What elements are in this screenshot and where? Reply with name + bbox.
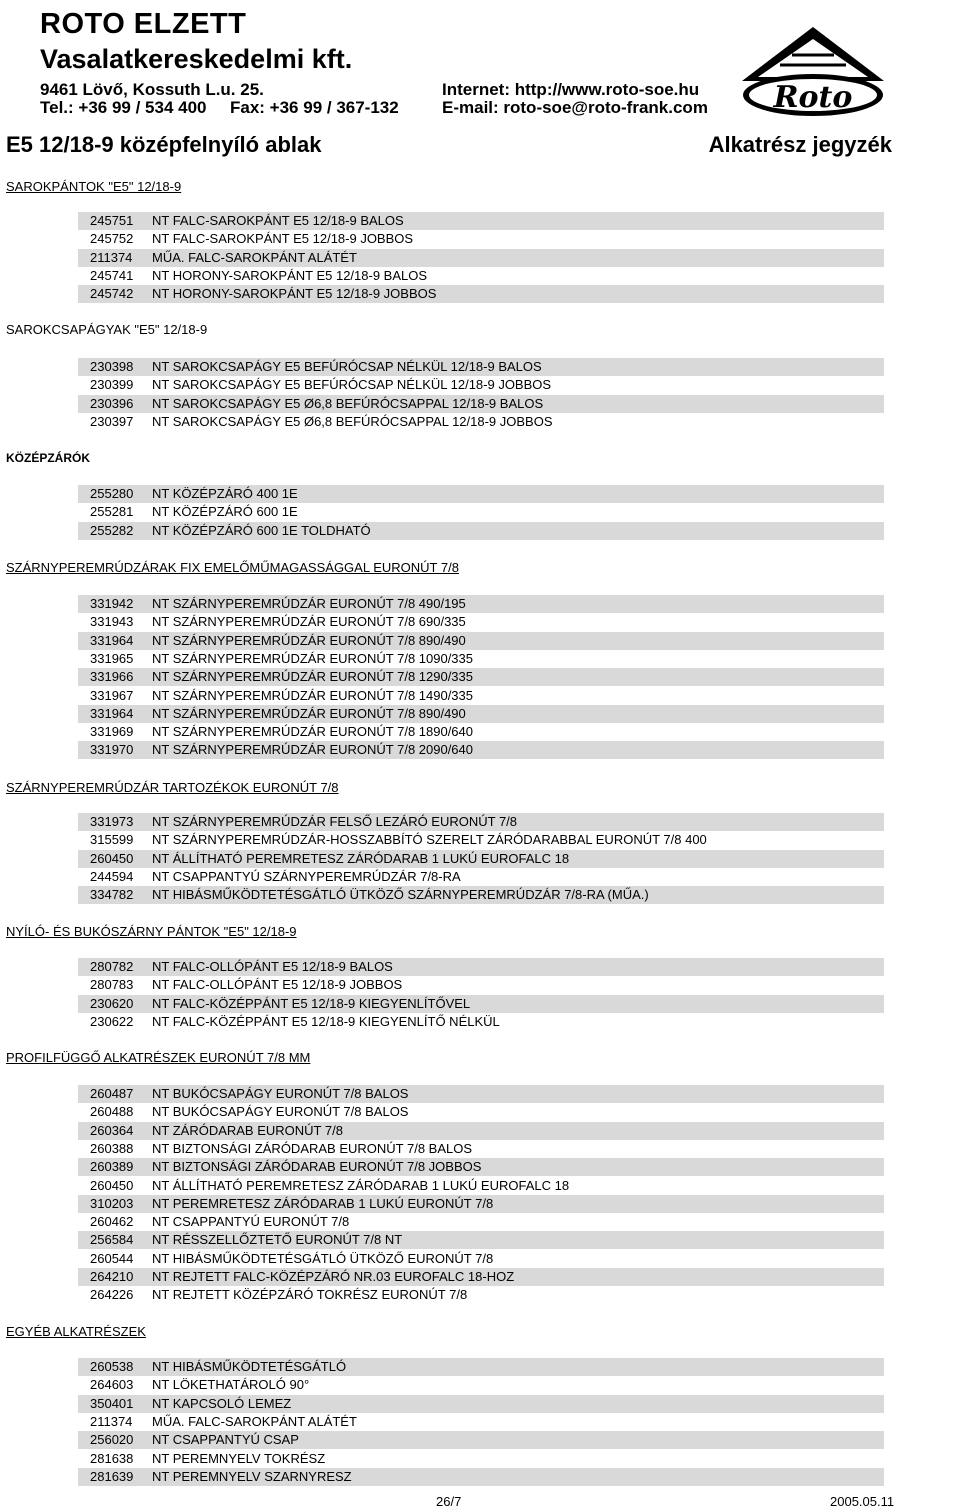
- part-code: 331942: [90, 596, 134, 611]
- part-code: 331967: [90, 687, 134, 703]
- table-row: [78, 1177, 884, 1195]
- part-description: NT CSAPPANTYÚ CSAP: [152, 1432, 299, 1448]
- table-row: [78, 485, 884, 503]
- table-row: [78, 1085, 884, 1103]
- part-code: 264210: [90, 1269, 134, 1284]
- part-description: NT FALC-OLLÓPÁNT E5 12/18-9 JOBBOS: [152, 977, 403, 993]
- part-description: NT SZÁRNYPEREMRÚDZÁR EURONÚT 7/8 1090/335: [152, 650, 474, 666]
- part-description: NT ZÁRÓDARAB EURONÚT 7/8: [152, 1122, 343, 1138]
- part-code: 260364: [90, 1122, 134, 1138]
- part-description: NT RÉSSZELLŐZTETŐ EURONÚT 7/8 NT: [152, 1232, 403, 1248]
- letterhead: [0, 0, 960, 125]
- table-row: [78, 212, 884, 230]
- table-row: [78, 595, 884, 613]
- part-code: 281638: [90, 1450, 134, 1466]
- table-row: [78, 1413, 884, 1431]
- table-row: [78, 1395, 884, 1413]
- table-row: [78, 1140, 884, 1158]
- part-code: 260487: [90, 1086, 134, 1101]
- roto-logo: [740, 25, 886, 117]
- part-code: 260450: [90, 850, 134, 866]
- table-row: [78, 1122, 884, 1140]
- title-row: [0, 128, 960, 162]
- part-description: NT HORONY-SAROKPÁNT E5 12/18-9 JOBBOS: [152, 286, 437, 302]
- part-description: NT FALC-OLLÓPÁNT E5 12/18-9 BALOS: [152, 959, 393, 974]
- table-row: [78, 230, 884, 248]
- table-row: [78, 1231, 884, 1249]
- part-description: NT SZÁRNYPEREMRÚDZÁR-HOSSZABBÍTÓ SZERELT ZÁRÓDARABBAL EURONÚT 7/8 400: [152, 832, 707, 848]
- part-description: NT BIZTONSÁGI ZÁRÓDARAB EURONÚT 7/8 BALOS: [152, 1140, 473, 1156]
- part-code: 260388: [90, 1140, 134, 1156]
- document-subtitle: Alkatrész jegyzék: [708, 132, 892, 157]
- table-row: [78, 813, 884, 831]
- table-row: [78, 285, 884, 303]
- table-row: [78, 868, 884, 886]
- part-code: 334782: [90, 887, 134, 903]
- part-code: 260544: [90, 1250, 134, 1266]
- table-row: [78, 376, 884, 394]
- table-row: [78, 1431, 884, 1449]
- table-row: [78, 1468, 884, 1486]
- part-description: NT BUKÓCSAPÁGY EURONÚT 7/8 BALOS: [152, 1086, 409, 1101]
- part-description: NT SZÁRNYPEREMRÚDZÁR EURONÚT 7/8 2090/640: [152, 742, 474, 758]
- part-description: NT FALC-SAROKPÁNT E5 12/18-9 BALOS: [152, 213, 404, 228]
- part-code: 255280: [90, 486, 134, 501]
- table-row: [78, 267, 884, 285]
- part-code: 245751: [90, 213, 134, 228]
- table-row: [78, 395, 884, 413]
- part-description: NT KÖZÉPZÁRÓ 400 1E: [152, 486, 298, 501]
- table-row: [78, 723, 884, 741]
- part-description: NT SZÁRNYPEREMRÚDZÁR EURONÚT 7/8 1890/640: [152, 724, 474, 740]
- part-description: NT CSAPPANTYÚ SZÁRNYPEREMRÚDZÁR 7/8-RA: [152, 868, 461, 884]
- part-description: NT HIBÁSMŰKÖDTETÉSGÁTLÓ ÜTKÖZŐ EURONÚT 7/8: [152, 1250, 494, 1266]
- part-code: 230399: [90, 377, 134, 393]
- part-code: 331964: [90, 705, 134, 721]
- table-row: [78, 522, 884, 540]
- part-code: 260450: [90, 1177, 134, 1193]
- section-title: PROFILFÜGGŐ ALKATRÉSZEK EURONÚT 7/8 MM: [6, 1050, 311, 1065]
- section-title: SZÁRNYPEREMRÚDZÁRAK FIX EMELŐMŰMAGASSÁGGAL EURONÚT 7/8: [6, 560, 459, 575]
- section-title: SAROKPÁNTOK "E5" 12/18-9: [6, 179, 182, 194]
- part-description: NT KAPCSOLÓ LEMEZ: [152, 1395, 292, 1411]
- part-code: 244594: [90, 868, 134, 884]
- table-row: [78, 1450, 884, 1468]
- part-code: 310203: [90, 1195, 134, 1211]
- part-code: 230396: [90, 395, 134, 411]
- part-code: 255281: [90, 504, 134, 520]
- part-code: 264226: [90, 1287, 134, 1303]
- table-row: [78, 1195, 884, 1213]
- part-description: NT PEREMRETESZ ZÁRÓDARAB 1 LUKÚ EURONÚT 7/8: [152, 1195, 494, 1211]
- part-code: 260389: [90, 1159, 134, 1175]
- company-email: E-mail: roto-soe@roto-frank.com: [442, 98, 708, 117]
- company-name: ROTO ELZETT: [40, 8, 247, 40]
- company-phone: Tel.: +36 99 / 534 400: [40, 98, 207, 117]
- table-row: [78, 850, 884, 868]
- part-code: 331969: [90, 724, 134, 740]
- table-row: [78, 1268, 884, 1286]
- part-code: 331966: [90, 669, 134, 685]
- part-description: NT FALC-SAROKPÁNT E5 12/18-9 JOBBOS: [152, 231, 414, 247]
- part-description: NT SZÁRNYPEREMRÚDZÁR EURONÚT 7/8 890/490: [152, 705, 466, 721]
- part-description: NT SAROKCSAPÁGY E5 Ø6,8 BEFÚRÓCSAPPAL 12/18-9 BALOS: [152, 395, 544, 411]
- part-description: NT SZÁRNYPEREMRÚDZÁR EURONÚT 7/8 1290/335: [152, 669, 474, 685]
- part-description: NT SZÁRNYPEREMRÚDZÁR EURONÚT 7/8 690/335: [152, 614, 466, 630]
- part-description: NT BUKÓCSAPÁGY EURONÚT 7/8 BALOS: [152, 1104, 409, 1120]
- part-description: NT HORONY-SAROKPÁNT E5 12/18-9 BALOS: [152, 267, 428, 283]
- part-description: NT REJTETT KÖZÉPZÁRÓ TOKRÉSZ EURONÚT 7/8: [152, 1287, 468, 1303]
- part-code: 211374: [90, 1413, 133, 1429]
- table-row: [78, 1103, 884, 1121]
- part-code: 331965: [90, 650, 134, 666]
- part-description: NT CSAPPANTYÚ EURONÚT 7/8: [152, 1214, 350, 1230]
- table-row: [78, 650, 884, 668]
- part-code: 245742: [90, 286, 134, 302]
- table-row: [78, 886, 884, 904]
- part-description: NT ÁLLÍTHATÓ PEREMRETESZ ZÁRÓDARAB 1 LUKÚ EUROFALC 18: [152, 1177, 570, 1193]
- part-description: NT SAROKCSAPÁGY E5 BEFÚRÓCSAP NÉLKÜL 12/18-9 BALOS: [152, 359, 542, 374]
- table-row: [78, 632, 884, 650]
- table-row: [78, 1286, 884, 1304]
- table-row: [78, 413, 884, 431]
- part-code: 331970: [90, 742, 134, 758]
- part-description: NT KÖZÉPZÁRÓ 600 1E TOLDHATÓ: [152, 522, 371, 538]
- part-description: NT SZÁRNYPEREMRÚDZÁR FELSŐ LEZÁRÓ EURONÚT 7/8: [152, 814, 518, 829]
- company-name-line2: Vasalatkereskedelmi kft.: [40, 44, 353, 74]
- part-code: 230397: [90, 413, 134, 429]
- table-row: [78, 668, 884, 686]
- table-row: [78, 831, 884, 849]
- document-title: E5 12/18-9 középfelnyíló ablak: [6, 132, 322, 157]
- table-row: [78, 995, 884, 1013]
- table-row: [78, 958, 884, 976]
- part-description: NT HIBÁSMŰKÖDTETÉSGÁTLÓ: [152, 1359, 347, 1374]
- part-code: 256020: [90, 1432, 134, 1448]
- section-title: NYÍLÓ- ÉS BUKÓSZÁRNY PÁNTOK "E5" 12/18-9: [6, 924, 297, 939]
- part-code: 230398: [90, 359, 134, 374]
- logo-text: Roto: [773, 80, 853, 115]
- table-row: [78, 503, 884, 521]
- company-fax: Fax: +36 99 / 367-132: [230, 98, 399, 117]
- part-description: MŰA. FALC-SAROKPÁNT ALÁTÉT: [152, 1413, 357, 1429]
- part-code: 280783: [90, 977, 134, 993]
- table-row: [78, 1013, 884, 1031]
- part-description: NT BIZTONSÁGI ZÁRÓDARAB EURONÚT 7/8 JOBBOS: [152, 1159, 482, 1175]
- footer-date: 2005.05.11: [830, 1494, 895, 1509]
- part-code: 245741: [90, 267, 134, 283]
- part-description: NT ÁLLÍTHATÓ PEREMRETESZ ZÁRÓDARAB 1 LUKÚ EUROFALC 18: [152, 850, 570, 866]
- part-description: NT SZÁRNYPEREMRÚDZÁR EURONÚT 7/8 1490/335: [152, 687, 474, 703]
- table-row: [78, 1158, 884, 1176]
- part-description: NT SAROKCSAPÁGY E5 Ø6,8 BEFÚRÓCSAPPAL 12/18-9 JOBBOS: [152, 413, 553, 429]
- part-code: 260488: [90, 1104, 134, 1120]
- section-title: KÖZÉPZÁRÓK: [6, 451, 90, 465]
- part-code: 331943: [90, 614, 134, 630]
- table-row: [78, 249, 884, 267]
- part-code: 264603: [90, 1377, 134, 1393]
- part-description: NT PEREMNYELV SZARNYRESZ: [152, 1468, 352, 1484]
- company-website: Internet: http://www.roto-soe.hu: [442, 80, 700, 99]
- part-description: MŰA. FALC-SAROKPÁNT ALÁTÉT: [152, 249, 357, 265]
- table-row: [78, 1358, 884, 1376]
- section-title: SAROKCSAPÁGYAK "E5" 12/18-9: [6, 322, 208, 337]
- part-code: 260462: [90, 1214, 134, 1230]
- part-code: 230620: [90, 995, 134, 1011]
- part-code: 245752: [90, 231, 134, 247]
- part-description: NT SAROKCSAPÁGY E5 BEFÚRÓCSAP NÉLKÜL 12/18-9 JOBBOS: [152, 377, 552, 393]
- part-code: 255282: [90, 522, 134, 538]
- table-row: [78, 1250, 884, 1268]
- part-description: NT SZÁRNYPEREMRÚDZÁR EURONÚT 7/8 490/195: [152, 596, 466, 611]
- part-code: 331973: [90, 814, 134, 829]
- part-description: NT KÖZÉPZÁRÓ 600 1E: [152, 504, 298, 520]
- part-code: 315599: [90, 832, 134, 848]
- section-title: SZÁRNYPEREMRÚDZÁR TARTOZÉKOK EURONÚT 7/8: [6, 780, 339, 795]
- table-row: [78, 613, 884, 631]
- part-code: 211374: [90, 249, 133, 265]
- table-row: [78, 976, 884, 994]
- part-description: NT PEREMNYELV TOKRÉSZ: [152, 1450, 326, 1466]
- part-description: NT LÖKETHATÁROLÓ 90°: [152, 1377, 310, 1393]
- table-row: [78, 687, 884, 705]
- part-code: 230622: [90, 1013, 134, 1029]
- part-code: 350401: [90, 1395, 134, 1411]
- table-row: [78, 1376, 884, 1394]
- company-address: 9461 Lövő, Kossuth L.u. 25.: [40, 80, 264, 99]
- table-row: [78, 1213, 884, 1231]
- part-description: NT FALC-KÖZÉPPÁNT E5 12/18-9 KIEGYENLÍTŐ NÉLKÜL: [152, 1013, 500, 1029]
- page-number: 26/7: [436, 1494, 462, 1509]
- part-code: 280782: [90, 959, 134, 974]
- table-row: [78, 741, 884, 759]
- part-code: 331964: [90, 632, 134, 648]
- part-description: NT HIBÁSMŰKÖDTETÉSGÁTLÓ ÜTKÖZŐ SZÁRNYPEREMRÚDZÁR 7/8-RA (MŰA.): [152, 887, 649, 903]
- section-title: EGYÉB ALKATRÉSZEK: [6, 1324, 146, 1339]
- part-description: NT REJTETT FALC-KÖZÉPZÁRÓ NR.03 EUROFALC 18-HOZ: [152, 1269, 515, 1284]
- table-row: [78, 358, 884, 376]
- part-code: 281639: [90, 1468, 134, 1484]
- part-description: NT FALC-KÖZÉPPÁNT E5 12/18-9 KIEGYENLÍTŐVEL: [152, 995, 471, 1011]
- part-code: 260538: [90, 1359, 134, 1374]
- part-description: NT SZÁRNYPEREMRÚDZÁR EURONÚT 7/8 890/490: [152, 632, 466, 648]
- table-row: [78, 705, 884, 723]
- part-code: 256584: [90, 1232, 134, 1248]
